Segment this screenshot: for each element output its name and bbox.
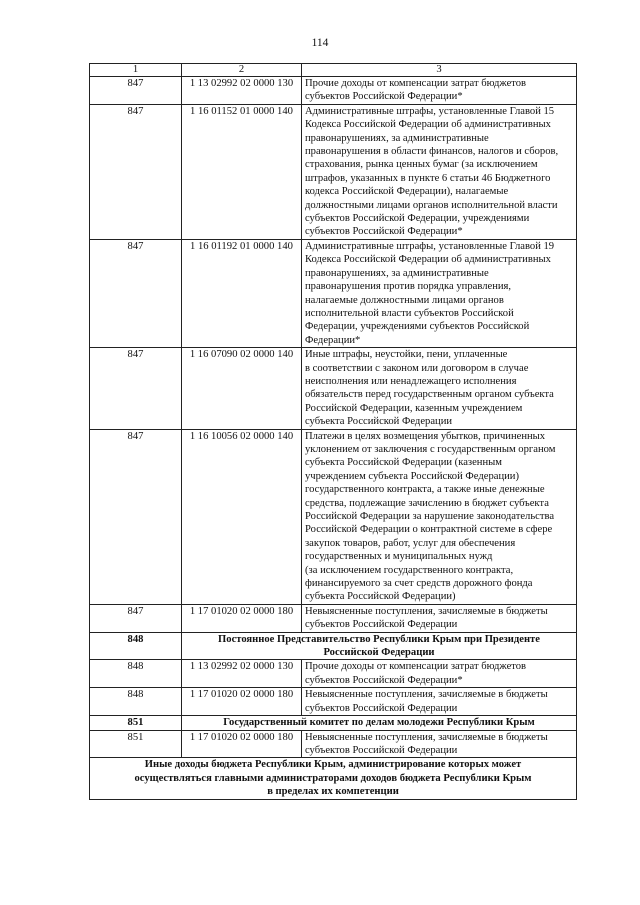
text-line: Государственный комитет по делам молодежи Республики Крым [223, 717, 535, 729]
text-line: средства, подлежащие зачислению в бюджет субъекта [305, 497, 549, 509]
text-line: Федерации* [305, 334, 361, 346]
administrator-heading-row [90, 632, 577, 660]
column-header-2: 2 [182, 64, 302, 77]
text-line: кодекса Российской Федерации), налагаемые [305, 186, 509, 198]
text-line: уклонением от заключения с государственным органом [305, 443, 556, 455]
revenue-description [302, 104, 577, 239]
table-row [90, 730, 577, 758]
text-line: штрафов, указанных в пункте 6 статьи 46 Бюджетного [305, 172, 551, 184]
text-line: Федерации, учреждениями субъектов Российской [305, 321, 530, 333]
text-line: Российской Федерации о контрактной системе в сфере [305, 524, 553, 536]
admin-code: 848 [90, 688, 182, 716]
text-line: Кодекса Российской Федерации об административных [305, 254, 551, 266]
table-row [90, 660, 577, 688]
text-line: финансируемого за счет средств дорожного фонда [305, 578, 533, 590]
revenue-administrators-table [89, 63, 577, 800]
admin-code: 851 [90, 716, 182, 730]
text-line: Невыясненные поступления, зачисляемые в бюджеты [305, 605, 548, 617]
text-line: неисполнения или ненадлежащего исполнения [305, 375, 517, 387]
text-line: правонарушения против порядка управления, [305, 281, 512, 293]
text-line: Постоянное Представительство Республики Крым при Президенте [218, 633, 540, 645]
revenue-code: 1 17 01020 02 0000 180 [182, 688, 302, 716]
admin-code: 847 [90, 77, 182, 105]
table-row [90, 348, 577, 429]
text-line: Российской Федерации [323, 647, 435, 659]
column-header-row [90, 64, 577, 77]
text-line: Административные штрафы, установленные Главой 15 [305, 105, 555, 117]
text-line: (за исключением государственного контракта, [305, 564, 514, 576]
page-number: 114 [311, 37, 329, 49]
revenue-code: 1 17 01020 02 0000 180 [182, 604, 302, 632]
revenue-code: 1 13 02992 02 0000 130 [182, 660, 302, 688]
text-line: Платежи в целях возмещения убытков, причиненных [305, 430, 546, 442]
text-line: закупок товаров, работ, услуг для обеспечения [305, 537, 516, 549]
text-line: государственных и муниципальных нужд [305, 551, 493, 563]
revenue-description [302, 348, 577, 429]
text-line: должностными лицами органов исполнительной власти [305, 199, 558, 211]
table-body [90, 64, 577, 800]
administrator-name [182, 632, 577, 660]
text-line: в пределах их компетенции [267, 786, 399, 798]
text-line: субъекта Российской Федерации [305, 416, 453, 428]
text-line: правонарушениях, за административные [305, 267, 489, 279]
table-row [90, 239, 577, 347]
revenue-description [302, 688, 577, 716]
text-line: субъектов Российской Федерации* [305, 226, 463, 238]
admin-code: 847 [90, 604, 182, 632]
table-row [90, 604, 577, 632]
revenue-code: 1 16 01192 01 0000 140 [182, 239, 302, 347]
text-line: Прочие доходы от компенсации затрат бюджетов [305, 661, 527, 673]
text-line: исполнительной власти субъектов Российской [305, 307, 514, 319]
admin-code: 851 [90, 730, 182, 758]
revenue-description [302, 77, 577, 105]
text-line: субъектов Российской Федерации, учреждениями [305, 213, 530, 225]
revenue-code: 1 16 01152 01 0000 140 [182, 104, 302, 239]
table-row [90, 104, 577, 239]
text-line: субъекта Российской Федерации (казенным [305, 457, 502, 469]
text-line: страхования, рынка ценных бумаг (за исключением [305, 159, 538, 171]
text-line: субъектов Российской Федерации [305, 702, 458, 714]
text-line: Невыясненные поступления, зачисляемые в бюджеты [305, 689, 548, 701]
admin-code: 848 [90, 660, 182, 688]
revenue-code: 1 13 02992 02 0000 130 [182, 77, 302, 105]
text-line: правонарушениях, за административные [305, 132, 489, 144]
text-line: субъекта Российской Федерации) [305, 591, 456, 603]
revenue-description [302, 730, 577, 758]
revenue-code: 1 16 07090 02 0000 140 [182, 348, 302, 429]
footer-heading [90, 758, 577, 799]
text-line: правонарушения в области финансов, налогов и сборов, [305, 146, 559, 158]
text-line: субъектов Российской Федерации [305, 744, 458, 756]
admin-code: 847 [90, 104, 182, 239]
text-line: Российской Федерации, казенным учреждением [305, 402, 523, 414]
text-line: Иные доходы бюджета Республики Крым, администрирование которых может [144, 759, 522, 771]
text-line: Кодекса Российской Федерации об административных [305, 119, 551, 131]
text-line: осуществляться главными администраторами доходов бюджета Республики Крым [134, 772, 532, 784]
text-line: государственного контракта, а также иные денежные [305, 484, 545, 496]
text-line: субъектов Российской Федерации* [305, 674, 463, 686]
footer-heading-row [90, 758, 577, 799]
column-header-3: 3 [302, 64, 577, 77]
column-header-1: 1 [90, 64, 182, 77]
text-line: учреждением субъекта Российской Федерации) [305, 470, 519, 482]
text-line: Невыясненные поступления, зачисляемые в бюджеты [305, 731, 548, 743]
administrator-name [182, 716, 577, 730]
text-line: Прочие доходы от компенсации затрат бюджетов [305, 78, 527, 89]
text-line: в соответствии с законом или договором в случае [305, 362, 529, 374]
text-line: субъектов Российской Федерации* [305, 91, 463, 103]
admin-code: 847 [90, 429, 182, 604]
revenue-description [302, 660, 577, 688]
table-row [90, 429, 577, 604]
revenue-description [302, 604, 577, 632]
text-line: субъектов Российской Федерации [305, 619, 458, 631]
text-line: Российской Федерации за нарушение законодательства [305, 511, 555, 522]
admin-code: 848 [90, 632, 182, 660]
text-line: обязательств перед государственным органом субъекта [305, 389, 554, 401]
revenue-description [302, 429, 577, 604]
administrator-heading-row [90, 716, 577, 730]
revenue-code: 1 16 10056 02 0000 140 [182, 429, 302, 604]
text-line: Административные штрафы, установленные Главой 19 [305, 240, 555, 252]
table-row [90, 688, 577, 716]
table-row [90, 77, 577, 105]
text-line: Иные штрафы, неустойки, пени, уплаченные [305, 349, 508, 361]
admin-code: 847 [90, 348, 182, 429]
admin-code: 847 [90, 239, 182, 347]
text-line: налагаемые должностными лицами органов [305, 294, 504, 306]
revenue-description [302, 239, 577, 347]
revenue-code: 1 17 01020 02 0000 180 [182, 730, 302, 758]
